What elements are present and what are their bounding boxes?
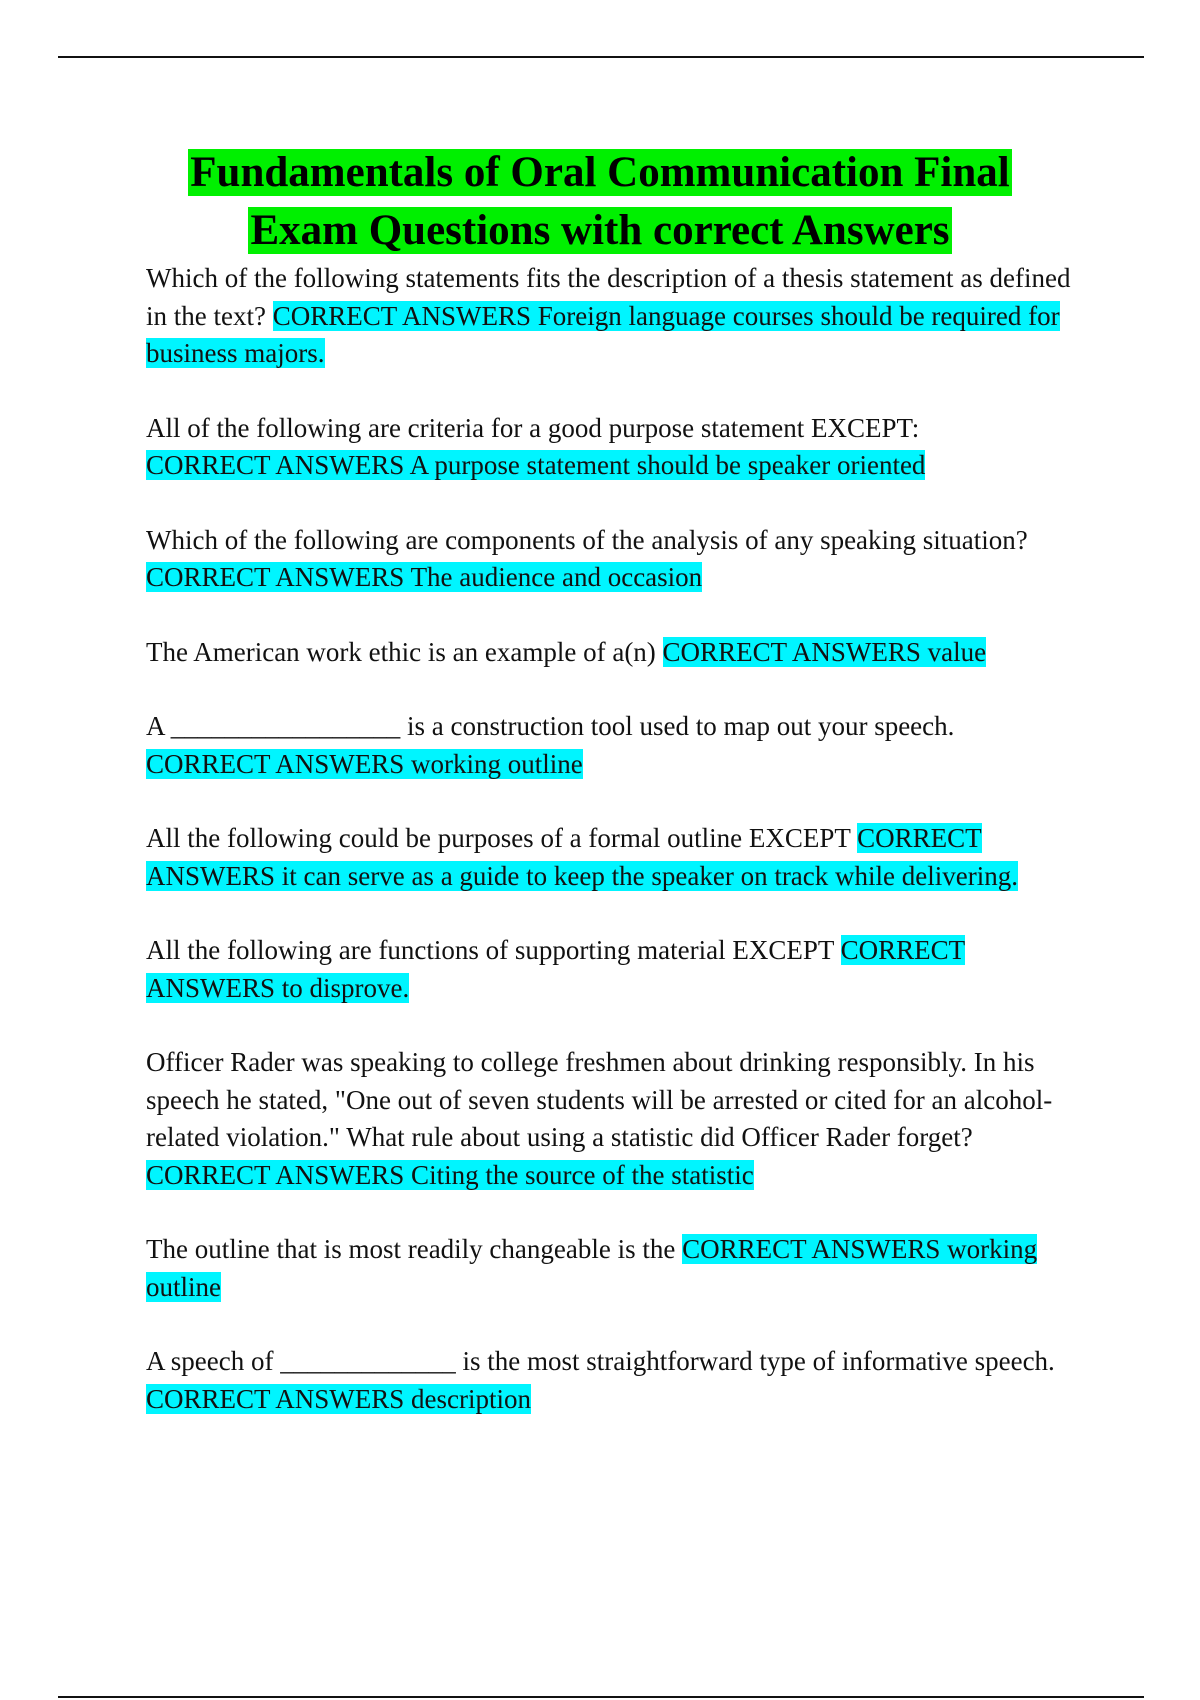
title-line-1: Fundamentals of Oral Communication Final: [190, 149, 1010, 196]
answer-highlight: CORRECT ANSWERS to disprove.: [146, 935, 966, 1003]
page-title: [100, 144, 1100, 260]
qa-item-6: [146, 820, 1086, 895]
qa-item-8: [146, 1044, 1086, 1194]
footer-rule: [58, 1696, 1144, 1698]
answer-highlight: CORRECT ANSWERS The audience and occasion: [146, 562, 703, 592]
qa-item-1: [146, 260, 1086, 373]
answer-highlight: CORRECT ANSWERS it can serve as a guide to keep the speaker on track while delivering.: [146, 823, 1018, 891]
question-text: All the following could be purposes of a formal outline EXCEPT: [146, 823, 851, 853]
question-text: All the following are functions of supporting material EXCEPT: [146, 935, 834, 965]
question-text: All of the following are criteria for a good purpose statement EXCEPT:: [146, 412, 920, 443]
answer-highlight: CORRECT ANSWERS Foreign language courses should be required for business majors.: [146, 300, 1060, 368]
question-text: A speech of _____________ is the most straightforward type of informative speech.: [146, 1346, 1055, 1376]
question-text: The outline that is most readily changeable is the: [146, 1234, 676, 1264]
question-text: A _________________ is a construction tool used to map out your speech.: [146, 711, 955, 741]
qa-item-7: [146, 932, 1086, 1007]
qa-item-3: [146, 522, 1086, 597]
title-line-2: Exam Questions with correct Answers: [250, 207, 950, 254]
question-text: Which of the following are components of the analysis of any speaking situation?: [146, 524, 1028, 555]
header-rule: [58, 56, 1144, 58]
qa-list: [146, 260, 1086, 1455]
answer-highlight: CORRECT ANSWERS A purpose statement should be speaker oriented: [146, 450, 926, 480]
answer-highlight: CORRECT ANSWERS value: [662, 636, 987, 667]
answer-highlight: CORRECT ANSWERS working outline: [146, 1234, 1038, 1302]
question-text: Officer Rader was speaking to college freshmen about drinking responsibly. In his speech he stated, "One out of seven students will be arrested or cited for an alcohol-related violation." What rule about using a statistic did Officer Rader forget?: [146, 1047, 1053, 1152]
qa-item-2: [146, 410, 1086, 485]
qa-item-9: [146, 1231, 1086, 1306]
answer-highlight: CORRECT ANSWERS working outline: [146, 748, 583, 779]
qa-item-4: [146, 634, 1086, 672]
question-text: The American work ethic is an example of a(n): [146, 636, 656, 667]
answer-highlight: CORRECT ANSWERS description: [146, 1383, 532, 1414]
question-text: Which of the following statements fits the description of a thesis statement as defined in the text?: [146, 263, 1071, 331]
qa-item-5: [146, 708, 1086, 783]
qa-item-10: [146, 1343, 1086, 1418]
answer-highlight: CORRECT ANSWERS Citing the source of the statistic: [146, 1159, 754, 1190]
